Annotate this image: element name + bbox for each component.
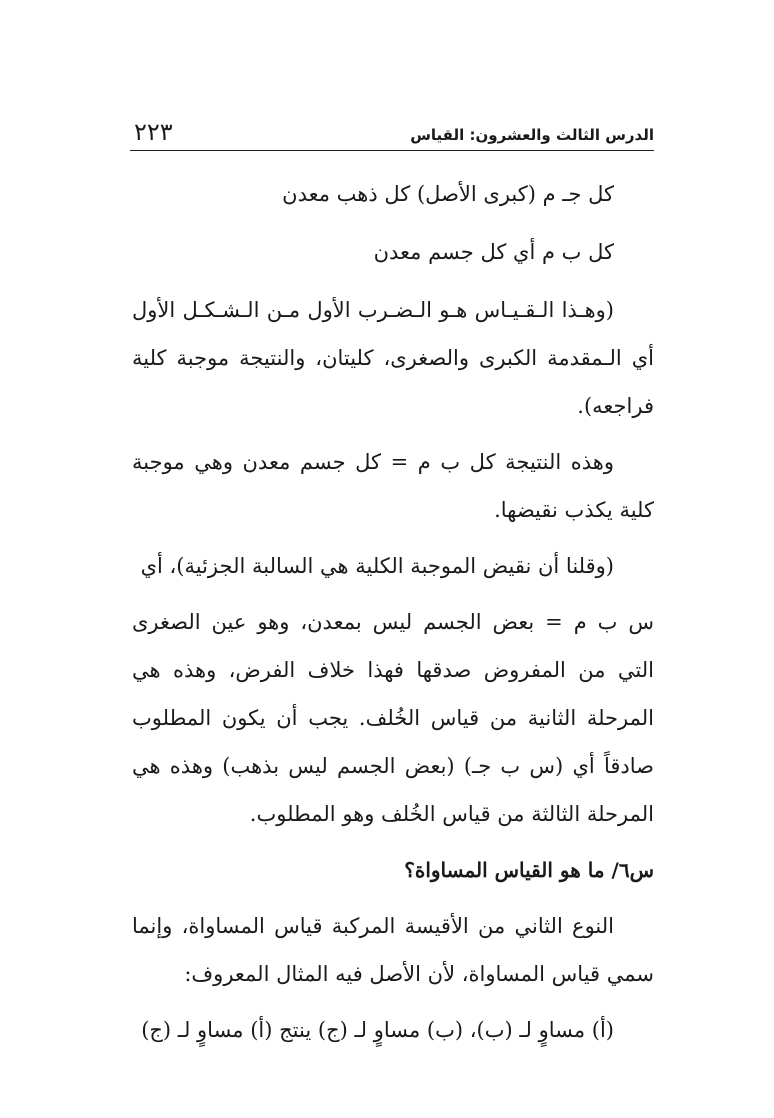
paragraph-2: وهذه النتيجة كل ب م = كل جسم معدن وهي موجبة كلية يكذب نقيضها. — [132, 450, 654, 522]
paragraph-6: (أ) مساوٍ لـ (ب)، (ب) مساوٍ لـ (ج) ينتج (أ) مساوٍ لـ (ج) — [141, 1018, 614, 1042]
question-heading: س٦/ ما هو القياس المساواة؟ — [404, 858, 654, 882]
chapter-title: الدرس الثالث والعشرون: القياس — [410, 126, 654, 144]
paragraph-4: س ب م = بعض الجسم ليس بمعدن، وهو عين الصغرى التي من المفروض صدقها فهذا خلاف الفرض، وهذه هي المرحلة الثانية من قياس الخُلف. يجب أن يكون المطلوب صادقاً أي (س ب جـ) (بعض الجسم ليس بذهب) وهذه هي المرحلة الثالثة من قياس الخُلف وهو المطلوب. — [132, 610, 654, 826]
page-number: ٢٢٣ — [134, 118, 173, 146]
page-header — [130, 112, 654, 151]
body-text — [132, 170, 654, 1062]
premise-line-2: كل ب م أي كل جسم معدن — [373, 240, 614, 264]
paragraph-5: النوع الثاني من الأقيسة المركبة قياس المساواة، وإنما سمي قياس المساواة، لأن الأصل فيه المثال المعروف: — [132, 914, 654, 986]
paragraph-1: (وهـذا الـقـيـاس هـو الـضـرب الأول مـن الـشـكـل الأول أي الـمقدمة الكبرى والصغرى، كليتان، والنتيجة موجبة كلية فراجعه). — [132, 298, 654, 418]
premise-line-1: كل جـ م (كبرى الأصل) كل ذهب معدن — [282, 182, 614, 206]
paragraph-3: (وقلنا أن نقيض الموجبة الكلية هي السالبة الجزئية)، أي — [140, 554, 614, 578]
